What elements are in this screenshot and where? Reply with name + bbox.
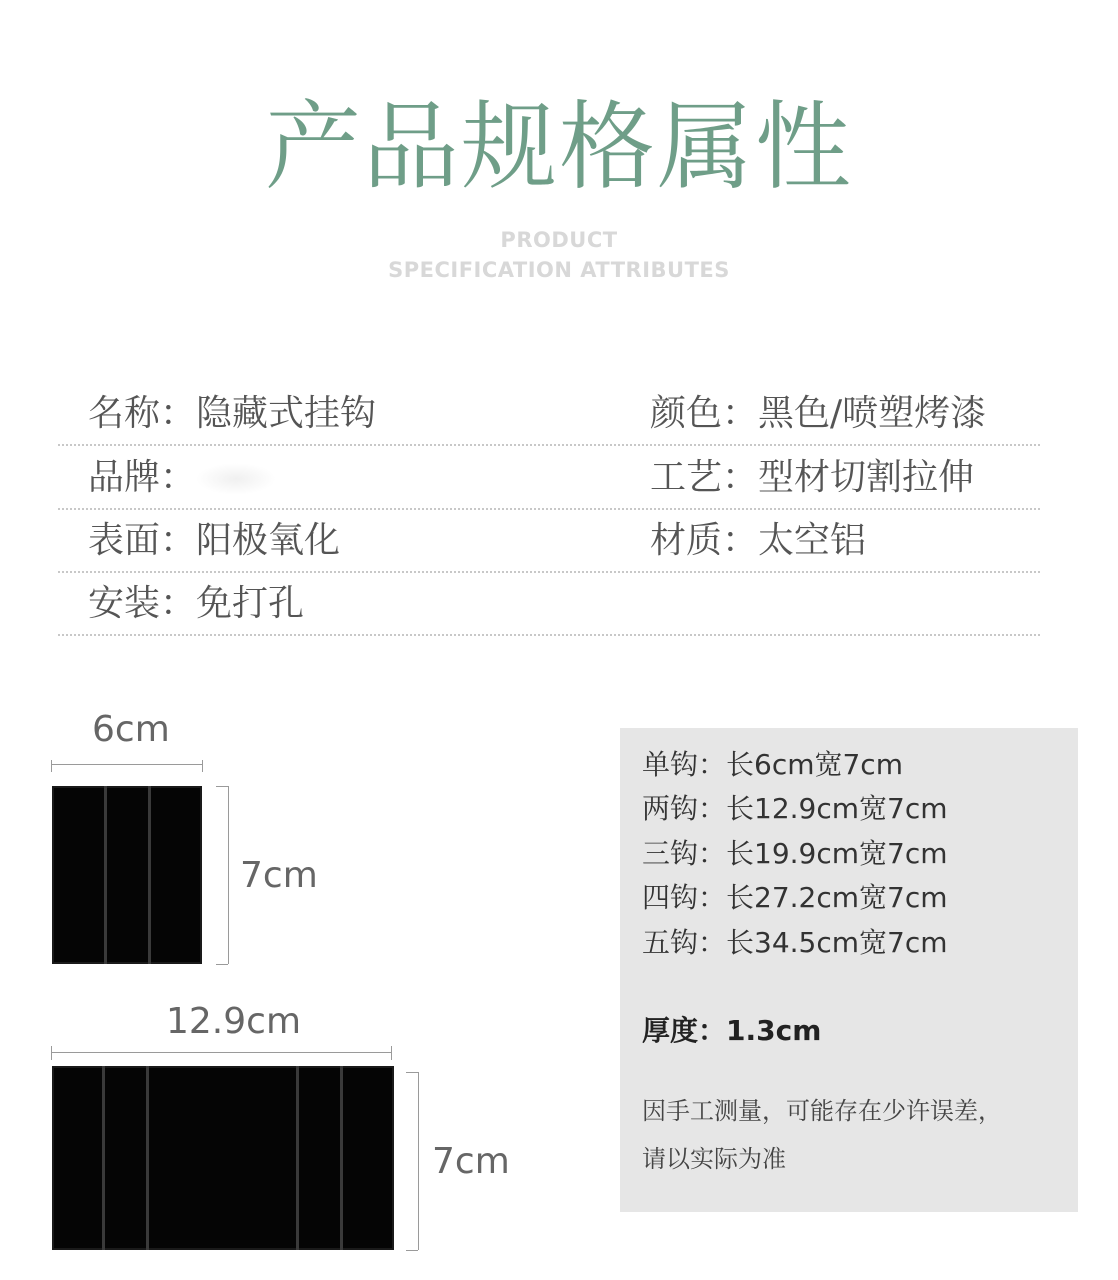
- size-five: 五钩：长34.5cm宽7cm: [642, 926, 948, 959]
- size-triple: 三钩：长19.9cm宽7cm: [642, 837, 948, 870]
- double-width-label: 12.9cm: [166, 1001, 302, 1042]
- double-width-line: [52, 1052, 392, 1053]
- single-width-tick-left: [51, 760, 52, 772]
- single-hook-image: [52, 786, 202, 964]
- single-height-label: 7cm: [240, 855, 318, 896]
- single-height-tick-top: [216, 786, 228, 787]
- size-quad: 四钩：长27.2cm宽7cm: [642, 881, 948, 914]
- hook-divider: [148, 786, 151, 964]
- single-height-line: [228, 786, 229, 964]
- page-subtitle-line1: PRODUCT: [500, 228, 618, 252]
- hook-divider: [296, 1066, 299, 1250]
- double-height-tick-bottom: [406, 1250, 418, 1251]
- spec-row: [58, 382, 1040, 446]
- spec-color: 颜色：黑色/喷塑烤漆: [650, 393, 987, 434]
- spec-row: [58, 572, 1040, 636]
- single-height-tick-bottom: [216, 964, 228, 965]
- double-height-tick-top: [406, 1072, 418, 1073]
- size-single: 单钩：长6cm宽7cm: [642, 748, 903, 781]
- size-info-box: [620, 728, 1078, 1212]
- size-double: 两钩：长12.9cm宽7cm: [642, 792, 948, 825]
- spec-surface: 表面：阳极氧化: [88, 520, 341, 561]
- thickness-spec: 厚度：1.3cm: [642, 1014, 822, 1047]
- double-width-tick-right: [391, 1046, 392, 1060]
- hook-divider: [102, 1066, 105, 1250]
- page-subtitle-line2: SPECIFICATION ATTRIBUTES: [388, 258, 730, 282]
- double-hook-image: [52, 1066, 394, 1250]
- hook-divider: [104, 786, 107, 964]
- double-height-line: [418, 1072, 419, 1250]
- measurement-note-line1: 因手工测量，可能存在少许误差，: [642, 1097, 1002, 1125]
- spec-material: 材质：太空铝: [650, 520, 867, 561]
- spec-brand: 品牌：: [88, 456, 276, 500]
- spec-name: 名称：隐藏式挂钩: [88, 393, 377, 434]
- spec-row: [58, 446, 1040, 510]
- single-width-tick-right: [202, 760, 203, 772]
- spec-row: [58, 509, 1040, 573]
- double-height-label: 7cm: [432, 1141, 510, 1182]
- blurred-brand-logo: [196, 463, 276, 495]
- spec-process: 工艺：型材切割拉伸: [650, 457, 975, 498]
- page-title: 产品规格属性: [265, 91, 853, 203]
- spec-install: 安装：免打孔: [88, 583, 305, 624]
- single-width-label: 6cm: [92, 709, 170, 750]
- hook-divider: [340, 1066, 343, 1250]
- double-width-tick-left: [51, 1046, 52, 1060]
- single-width-line: [52, 764, 203, 765]
- measurement-note-line2: 请以实际为准: [642, 1145, 786, 1173]
- hook-divider: [146, 1066, 149, 1250]
